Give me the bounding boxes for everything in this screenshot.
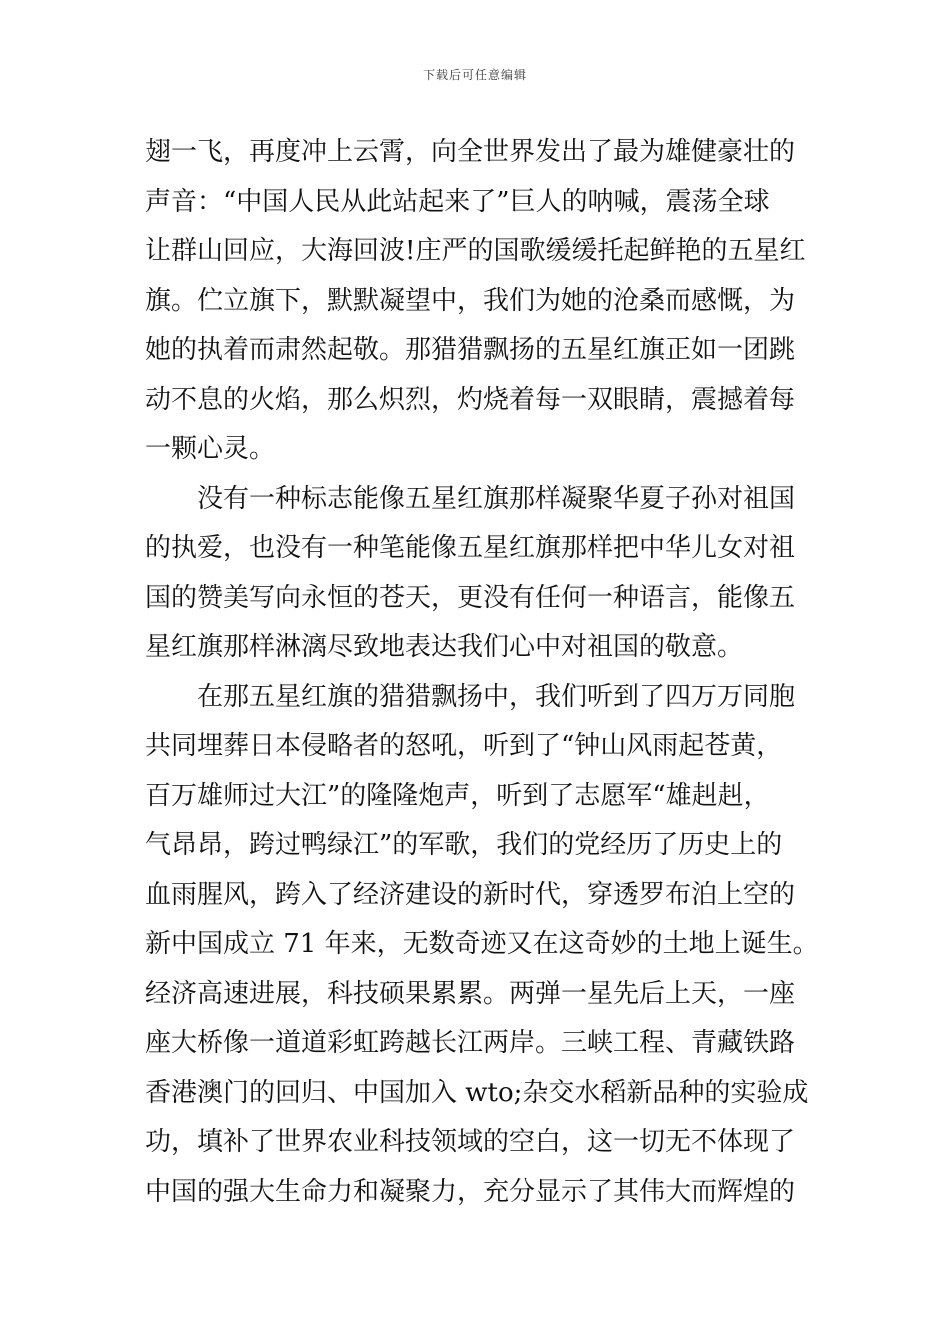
text-line: 功，填补了世界农业科技领域的空白，这一切无不体现了 [145,1127,796,1157]
text-line: 座大桥像一道道彩虹跨越长江两岸。三峡工程、青藏铁路 [145,1028,796,1058]
text-line: 她的执着而肃然起敬。那猎猎飘扬的五星红旗正如一团跳 [145,335,796,365]
text-line: 动不息的火焰，那么炽烈，灼烧着每一双眼睛，震撼着每 [145,384,796,415]
text-line: 新中国成立 71 年来，无数奇迹又在这奇妙的土地上诞生。 [145,929,819,959]
text-line: 中国的强大生命力和凝聚力，充分显示了其伟大而辉煌的 [145,1176,796,1207]
text-line: 旗。伫立旗下，默默凝望中，我们为她的沧桑而感慨，为 [145,285,796,316]
paragraph-first-line: 在那五星红旗的猎猎飘扬中，我们听到了四万万同胞 [197,681,796,712]
document-body [145,128,819,1217]
text-line: 百万雄师过大江”的隆隆炮声，听到了志愿军“雄赳赳， [145,780,770,811]
text-line: 经济高速进展，科技硕果累累。两弹一星先后上天，一座 [145,978,796,1009]
page-header: 下载后可任意编辑 [422,68,527,82]
text-line: 声音：“中国人民从此站起来了”巨人的呐喊，震荡全球 [145,186,770,217]
paragraph-first-line: 没有一种标志能像五星红旗那样凝聚华夏子孙对祖国 [197,483,796,514]
text-line: 的执爱，也没有一种笔能像五星红旗那样把中华儿女对祖 [145,533,796,563]
text-line: 气昂昂，跨过鸭绿江”的军歌，我们的党经历了历史上的 [145,830,783,860]
text-line: 共同埋葬日本侵略者的怒吼，听到了“钟山风雨起苍黄， [145,731,783,761]
text-line: 星红旗那样淋漓尽致地表达我们心中对祖国的敬意。 [145,632,744,662]
text-line: 一颗心灵。 [145,434,276,464]
text-line: 翅一飞，再度冲上云霄，向全世界发出了最为雄健豪壮的 [145,137,796,167]
text-line: 国的赞美写向永恒的苍天，更没有任何一种语言，能像五 [145,582,796,613]
text-line: 香港澳门的回归、中国加入 wto;杂交水稻新品种的实验成 [145,1077,809,1108]
text-line: 让群山回应，大海回波!庄严的国歌缓缓托起鲜艳的五星红 [145,236,806,266]
text-line: 血雨腥风，跨入了经济建设的新时代，穿透罗布泊上空的 [145,879,796,910]
